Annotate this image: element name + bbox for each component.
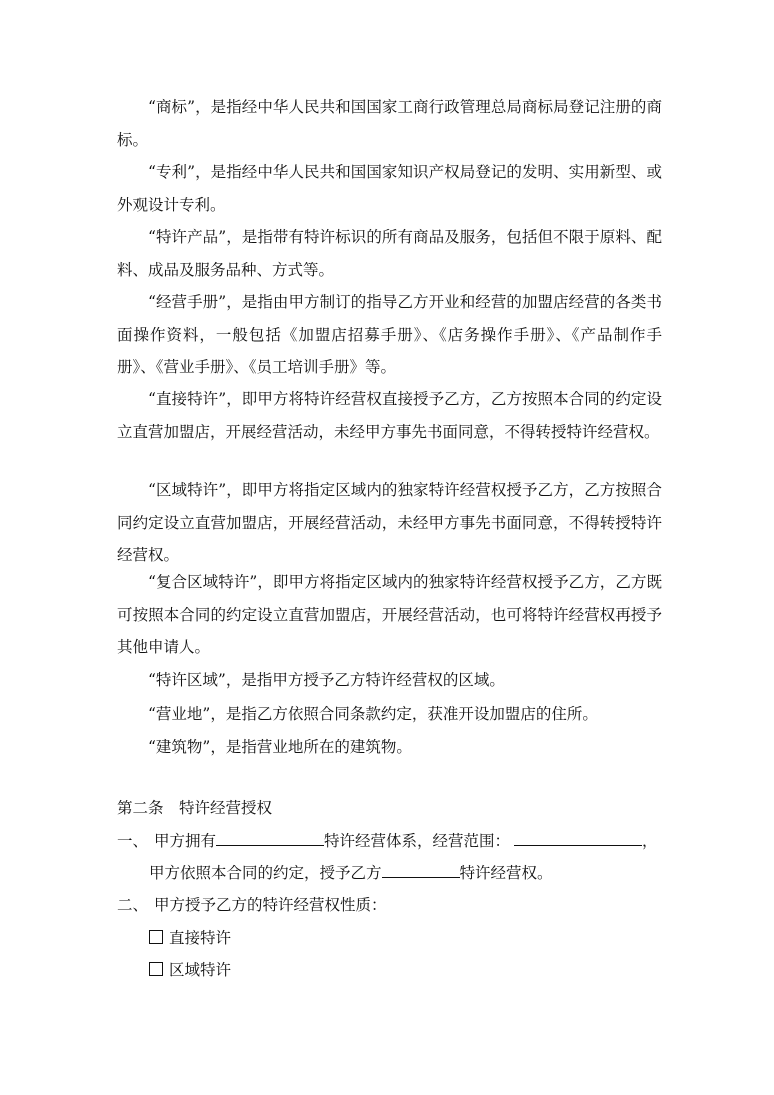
definition-area-franchise: “区域特许”，即甲方将指定区域内的独家特许经营权授予乙方，乙方按照合同约定设立直营加盟店，开展经营活动，未经甲方事先书面同意，不得转授特许经营权。 [117,481,662,564]
area-franchise-checkbox[interactable] [149,962,163,976]
definition-patent: “专利”，是指经中华人民共和国国家知识产权局登记的发明、实用新型、或外观设计专利。 [117,163,662,214]
item-2-text: 甲方授予乙方的特许经营权性质： [154,896,387,914]
franchise-right-blank[interactable] [382,863,460,878]
item-1-number: 一、 [117,832,149,850]
definition-franchise-product: “特许产品”，是指带有特许标识的所有商品及服务，包括但不限于原料、配料、成品及服务品种、方式等。 [117,228,662,279]
item-2-number: 二、 [117,896,149,914]
article-2-item-1-line-2 [149,861,553,885]
franchise-system-blank[interactable] [216,831,324,846]
item-1-text-end: ， [642,832,658,850]
option-area-franchise[interactable] [149,958,231,982]
definition-operations-manual: “经营手册”，是指由甲方制订的指导乙方开业和经营的加盟店经营的各类书面操作资料，一般包括《加盟店招募手册》、《店务操作手册》、《产品制作手册》、《营业手册》、《员工培训手册》等。 [117,293,662,376]
item-1-text-before: 甲方拥有 [154,832,217,850]
definition-trademark: “商标”，是指经中华人民共和国国家工商行政管理总局商标局登记注册的商标。 [117,98,662,149]
definition-building: “建筑物”，是指营业地所在的建筑物。 [148,738,412,756]
definition-business-location: “营业地”，是指乙方依照合同条款约定，获准开设加盟店的住所。 [148,705,598,723]
option-area-franchise-label: 区域特许 [169,961,232,979]
article-2-item-2 [117,893,387,917]
item-1-line-2-after: 特许经营权。 [459,864,553,882]
definition-composite-area-franchise: “复合区域特许”，即甲方将指定区域内的独家特许经营权授予乙方，乙方既可按照本合同的约定设立直营加盟店，开展经营活动，也可将特许经营权再授予其他申请人。 [117,573,662,656]
item-1-line-2-before: 甲方依照本合同的约定，授予乙方 [149,864,382,882]
item-1-text-middle: 特许经营体系，经营范围： [324,832,511,850]
definition-franchise-area: “特许区域”，是指甲方授予乙方特许经营权的区域。 [148,671,505,689]
article-2-item-1 [117,829,658,853]
article-2-heading: 第二条 特许经营授权 [117,799,273,817]
definition-direct-franchise: “直接特许”，即甲方将特许经营权直接授予乙方，乙方按照本合同的约定设立直营加盟店，开展经营活动，未经甲方事先书面同意，不得转授特许经营权。 [117,390,662,441]
business-scope-blank[interactable] [514,831,642,846]
option-direct-franchise[interactable] [149,926,231,950]
direct-franchise-checkbox[interactable] [149,930,163,944]
option-direct-franchise-label: 直接特许 [169,929,232,947]
